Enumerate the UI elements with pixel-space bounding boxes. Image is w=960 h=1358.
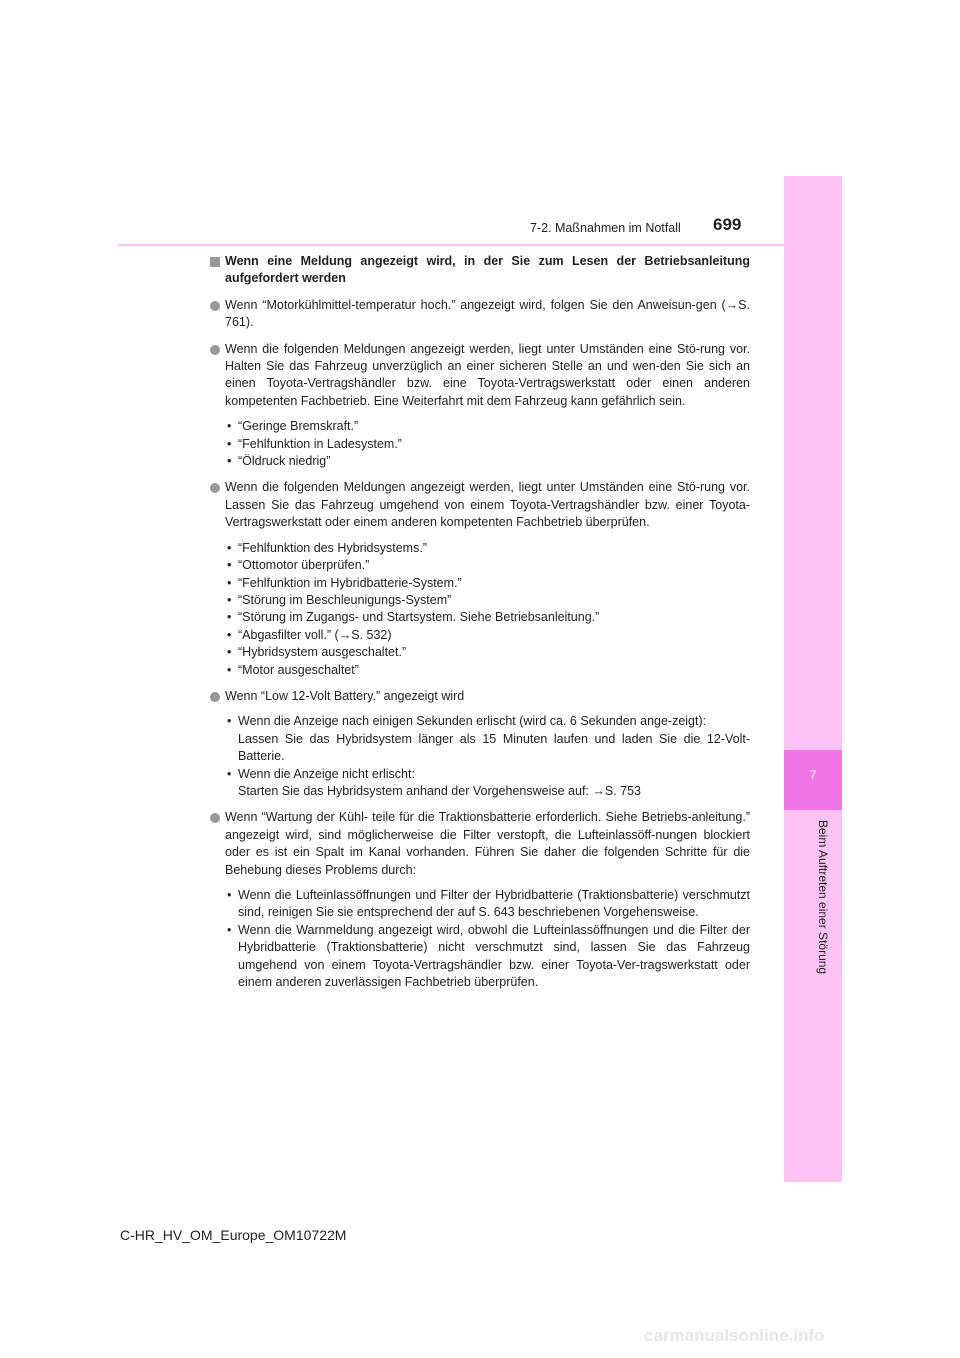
message-item [210, 297, 750, 332]
sub-list [225, 418, 750, 470]
sub-list-item-text: • “Öldruck niedrig” [238, 454, 331, 469]
sub-list-item [225, 887, 750, 922]
message-item [210, 341, 750, 411]
sub-list-item-text: • Wenn die Lufteinlassöffnungen und Filter der Hybridbatterie (Traktionsbatterie) verschmutzt sind, reinigen Sie sie entsprechend der auf S. 643 beschriebenen Vorgehensweise. [238, 888, 750, 920]
sub-list [225, 713, 750, 800]
message-list [210, 297, 750, 992]
sub-list-item-text: • Wenn die Anzeige nicht erlischt: [238, 766, 415, 781]
message-item-text: Wenn “Low 12-Volt Battery.” angezeigt wird [225, 688, 465, 703]
page-content [210, 253, 750, 991]
chapter-sidebar [784, 176, 842, 1182]
header-divider [118, 244, 784, 246]
sub-list-item [225, 453, 750, 470]
message-item-text: Wenn “Motorkühlmittel-temperatur hoch.” angezeigt wird, folgen Sie den Anweisun-gen (→S. 761). [225, 297, 750, 330]
sub-list-item [225, 540, 750, 557]
sub-list-item-text: Starten Sie das Hybridsystem anhand der Vorgehensweise auf: →S. 753 [238, 783, 642, 798]
sub-list-item [225, 609, 750, 626]
sub-list-item-text: • “Hybridsystem ausgeschaltet.” [238, 645, 407, 660]
sub-list-item [225, 713, 750, 765]
circle-bullet-icon [210, 813, 220, 823]
sub-list-item [225, 922, 750, 992]
sub-list-item-text: • “Motor ausgeschaltet” [238, 662, 359, 677]
section-heading-text: Wenn eine Meldung angezeigt wird, in der Sie zum Lesen der Betriebsanleitung aufgefordert werden [225, 254, 750, 286]
sub-list-item-text: • “Ottomotor überprüfen.” [238, 558, 370, 573]
sub-list-item-text: • “Störung im Zugangs- und Startsystem. Siehe Betriebsanleitung.” [238, 610, 600, 625]
section-heading [210, 253, 750, 288]
message-item [210, 479, 750, 531]
sub-list-item [225, 436, 750, 453]
sub-list-item [225, 627, 750, 644]
chapter-title: Beim Auftreten einer Störung [816, 820, 830, 975]
sub-list-item-text: • Wenn die Warnmeldung angezeigt wird, obwohl die Lufteinlassöffnungen und die Filter der Hybridbatterie (Traktionsbatterie) nicht verschmutzt sind, lassen Sie das Fahrzeug umgehend von einem Toyota-Vertragshändler bzw. einer Toyota-Ver-tragswerkstatt oder einem anderen zuverlässigen Fachbetrieb überprüfen. [238, 922, 750, 990]
message-item [210, 809, 750, 879]
circle-bullet-icon [210, 345, 220, 355]
message-item-text: Wenn die folgenden Meldungen angezeigt werden, liegt unter Umständen eine Stö-rung vor. Lassen Sie das Fahrzeug umgehend von einem Toyota-Vertragshändler bzw. einer Toyota-Vertragswerkstatt oder einem anderen kompetenten Fachbetrieb überprüfen. [225, 480, 750, 530]
circle-bullet-icon [210, 301, 220, 311]
sub-list-item [225, 662, 750, 679]
sub-list-item-text: • “Abgasfilter voll.” (→S. 532) [238, 627, 392, 642]
document-code: C-HR_HV_OM_Europe_OM10722M [120, 1227, 347, 1243]
sub-list-item-text: • “Fehlfunktion in Ladesystem.” [238, 436, 402, 451]
message-item [210, 688, 750, 705]
page-number: 699 [713, 215, 742, 234]
section-title: 7-2. Maßnahmen im Notfall [530, 221, 681, 235]
sub-list-item-text: • “Fehlfunktion des Hybridsystems.” [238, 540, 427, 555]
chapter-number: 7 [809, 768, 817, 782]
sub-list-item [225, 557, 750, 574]
sub-list-item-text: Lassen Sie das Hybridsystem länger als 15 Minuten laufen und laden Sie die 12-Volt-Batterie. [238, 731, 750, 764]
sub-list-item-text: • Wenn die Anzeige nach einigen Sekunden erlischt (wird ca. 6 Sekunden ange-zeigt): [238, 714, 707, 729]
sub-list-item [225, 418, 750, 435]
watermark: carmanualsonline.info [644, 1326, 825, 1345]
circle-bullet-icon [210, 692, 220, 702]
sub-list-item [225, 766, 750, 801]
circle-bullet-icon [210, 483, 220, 493]
sub-list-item [225, 592, 750, 609]
square-bullet-icon [210, 257, 220, 267]
sub-list-item [225, 575, 750, 592]
sub-list [225, 540, 750, 679]
sub-list-item-text: • “Geringe Bremskraft.” [238, 419, 359, 434]
sub-list-item [225, 644, 750, 661]
message-item-text: Wenn die folgenden Meldungen angezeigt werden, liegt unter Umständen eine Stö-rung vor. Halten Sie das Fahrzeug unverzüglich an einer sicheren Stelle an und wen-den Sie sich an einen Toyota-Vertragshändler bzw. eine Toyota-Vertragswerkstatt oder einen anderen kompetenten Fachbetrieb. Eine Weiterfahrt mit dem Fahrzeug kann gefährlich sein. [225, 341, 750, 408]
message-item-text: Wenn “Wartung der Kühl- teile für die Traktionsbatterie erforderlich. Siehe Betriebs-anleitung.” angezeigt wird, sind möglicherweise die Filter verstopft, die Lufteinlassöff-nungen blockiert oder es ist ein Spalt im Kanal vorhanden. Führen Sie daher die folgenden Schritte für die Behebung dieses Problems durch: [225, 810, 750, 877]
sub-list-item-text: • “Fehlfunktion im Hybridbatterie-System.” [238, 575, 462, 590]
sub-list-item-text: • “Störung im Beschleunigungs-System” [238, 592, 452, 607]
sub-list [225, 887, 750, 991]
